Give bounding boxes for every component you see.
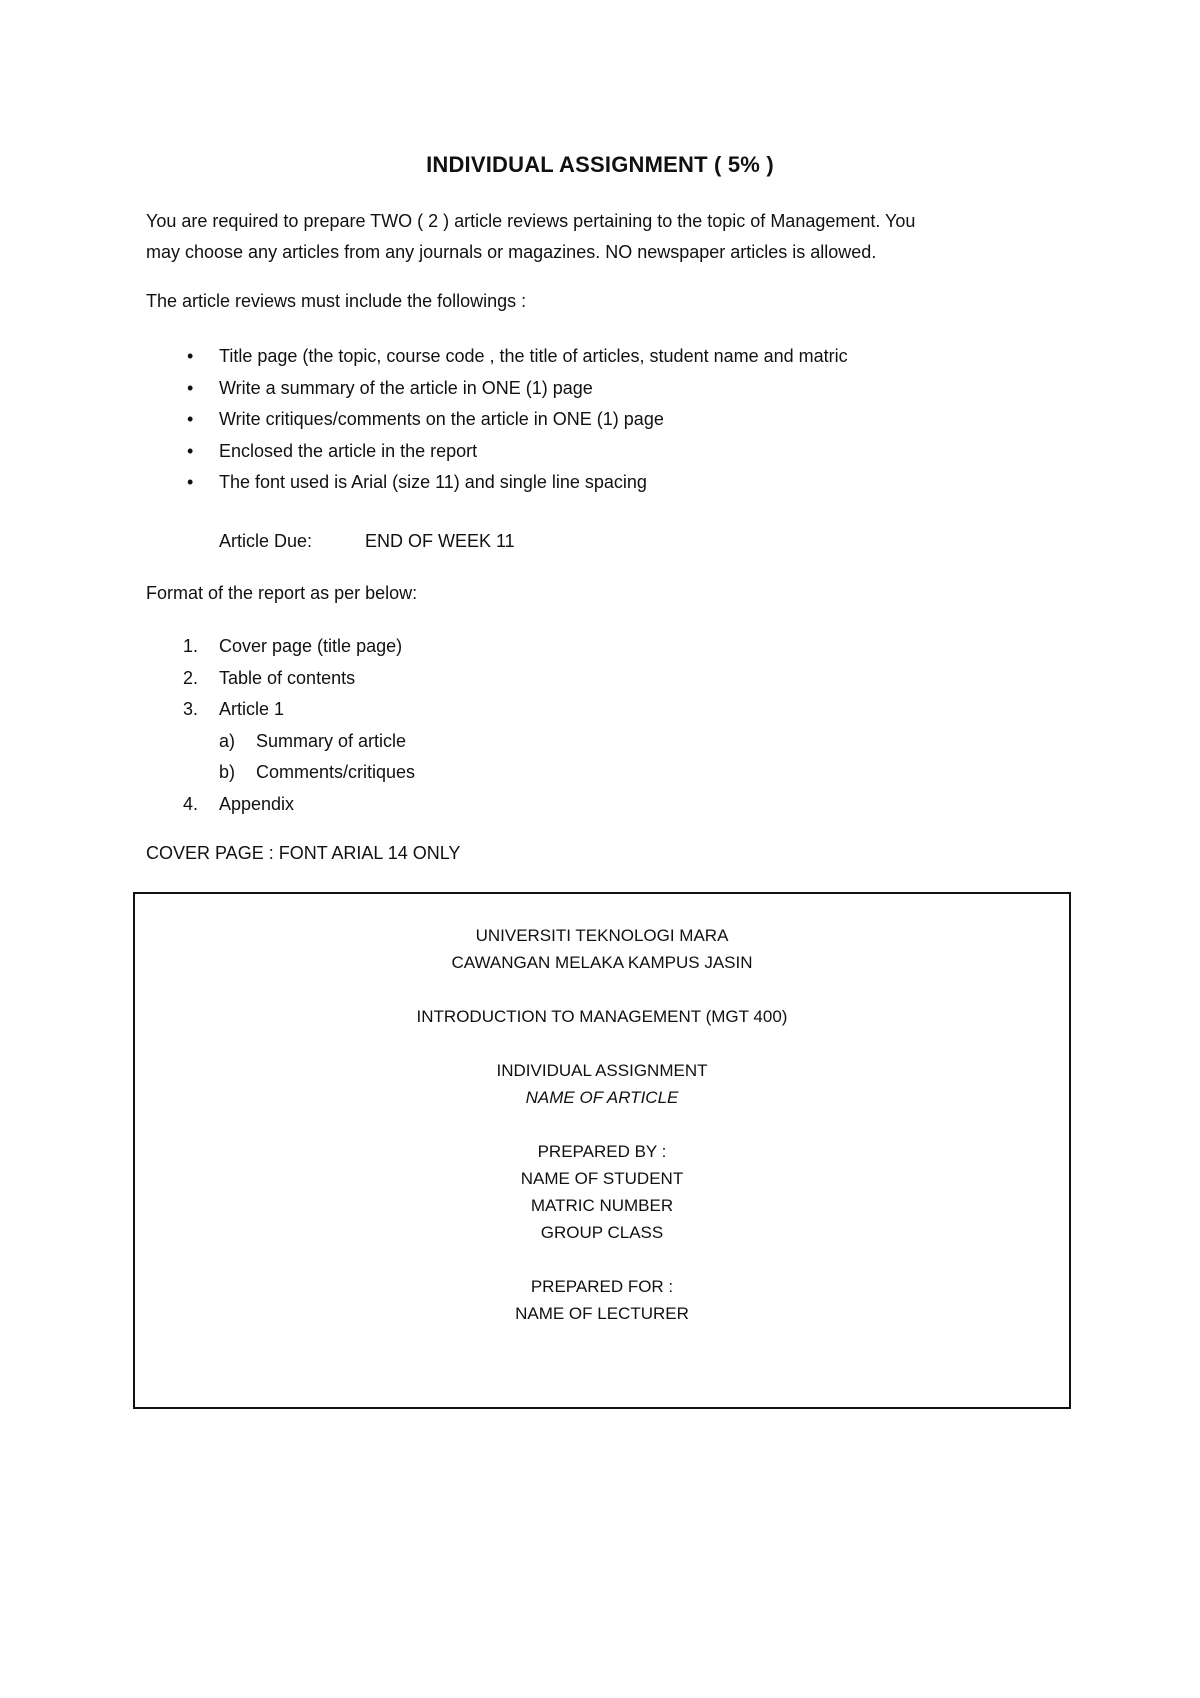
cover-assignment: INDIVIDUAL ASSIGNMENT [496, 1061, 708, 1080]
list-item [146, 436, 848, 468]
cover-page-sample [133, 892, 1071, 1409]
list-item-text: Appendix [219, 793, 295, 814]
requirements-list [146, 341, 848, 499]
cover-article-name: NAME OF ARTICLE [525, 1088, 679, 1107]
requirements-heading: The article reviews must include the followings : [146, 291, 527, 311]
due-value: END OF WEEK 11 [365, 531, 515, 551]
bullet-icon: • [187, 409, 194, 429]
cover-course: INTRODUCTION TO MANAGEMENT (MGT 400) [416, 1007, 788, 1026]
requirement-text: Enclosed the article in the report [219, 440, 478, 461]
bullet-icon: • [187, 472, 194, 492]
bullet-icon: • [187, 346, 194, 366]
list-item-text: Table of contents [219, 667, 356, 688]
requirement-text: The font used is Arial (size 11) and single line spacing [219, 472, 647, 492]
list-item-text: Article 1 [219, 699, 285, 719]
bullet-icon: • [187, 440, 194, 461]
cover-prepared-by: PREPARED BY : [537, 1142, 667, 1161]
cover-page-heading: COVER PAGE : FONT ARIAL 14 ONLY [146, 843, 461, 863]
list-marker: 1. [183, 636, 199, 656]
cover-matric-number: MATRIC NUMBER [530, 1196, 674, 1215]
page-title: INDIVIDUAL ASSIGNMENT ( 5% ) [426, 152, 774, 177]
cover-campus: CAWANGAN MELAKA KAMPUS JASIN [451, 953, 753, 972]
bullet-icon: • [187, 377, 194, 398]
list-item-text: Cover page (title page) [219, 636, 403, 656]
list-item-text: Comments/critiques [256, 762, 416, 782]
list-item [146, 373, 848, 405]
list-marker: b) [219, 762, 236, 782]
intro-line: may choose any articles from any journals or magazines. NO newspaper articles is allowed. [146, 242, 877, 262]
list-marker: 4. [183, 793, 199, 814]
list-marker: 3. [183, 699, 199, 719]
due-label: Article Due: [219, 531, 313, 551]
cover-group-class: GROUP CLASS [540, 1223, 664, 1242]
cover-prepared-for: PREPARED FOR : [530, 1277, 674, 1296]
due-date-line [219, 531, 515, 552]
requirement-text: Title page (the topic, course code , the title of articles, student name and matric [219, 346, 848, 366]
requirement-text: Write critiques/comments on the article in ONE (1) page [219, 409, 664, 429]
cover-student-name: NAME OF STUDENT [520, 1169, 684, 1188]
list-item [146, 467, 848, 499]
intro-paragraph [146, 206, 1046, 268]
list-item [146, 341, 848, 373]
cover-university: UNIVERSITI TEKNOLOGI MARA [475, 926, 729, 945]
list-marker: 2. [183, 667, 199, 688]
list-marker: a) [219, 730, 236, 751]
intro-line: You are required to prepare TWO ( 2 ) article reviews pertaining to the topic of Management. You [146, 211, 916, 231]
list-item-text: Summary of article [256, 730, 407, 751]
format-heading: Format of the report as per below: [146, 583, 418, 603]
cover-lecturer-name: NAME OF LECTURER [515, 1304, 689, 1323]
list-item [146, 404, 848, 436]
requirement-text: Write a summary of the article in ONE (1) page [219, 377, 593, 398]
